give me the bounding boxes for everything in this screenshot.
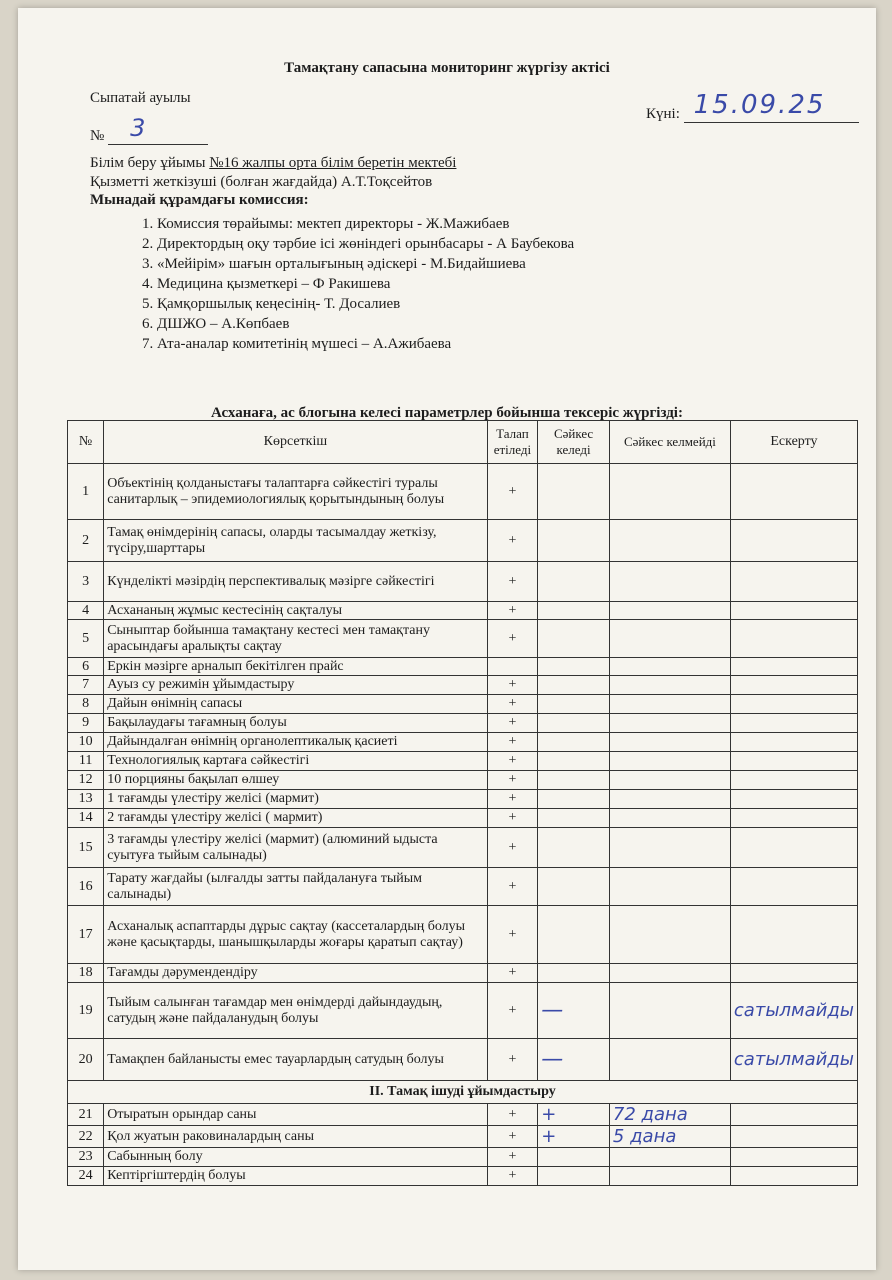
row-required-mark: +: [487, 1039, 538, 1081]
row-noncompliant-cell: [609, 658, 730, 676]
row-indicator: Күнделікті мәзірдің перспективалық мәзірге сәйкестігі: [104, 562, 487, 602]
row-compliant-cell: [538, 695, 610, 714]
row-indicator: Ауыз су режимін ұйымдастыру: [104, 676, 487, 695]
row-note-cell: [730, 520, 857, 562]
row-compliant-cell: [538, 520, 610, 562]
row-compliant-cell: [538, 809, 610, 828]
row-compliant-cell: [538, 964, 610, 983]
member-item: 2. Директордың оқу тәрбие ісі жөніндегі орынбасары - А Баубекова: [142, 236, 575, 252]
col-compliant: Сәйкес келеді: [538, 421, 610, 464]
row-note-cell: [730, 1126, 857, 1148]
row-number: 20: [68, 1039, 104, 1081]
row-note-cell: [730, 620, 857, 658]
row-compliant-cell: [538, 771, 610, 790]
table-row: [68, 602, 858, 620]
row-noncompliant-cell: [609, 464, 730, 520]
row-number: 18: [68, 964, 104, 983]
table-row: [68, 464, 858, 520]
table-row: [68, 752, 858, 771]
col-note: Ескерту: [730, 421, 857, 464]
section-header-row: [68, 1081, 858, 1104]
handwritten-mark: +: [541, 1104, 557, 1125]
table-row: [68, 983, 858, 1039]
school-name: №16 жалпы орта білім беретін мектебі: [209, 155, 457, 171]
row-noncompliant-cell: [609, 520, 730, 562]
row-indicator: Тағамды дәрумендендіру: [104, 964, 487, 983]
row-note-cell: [730, 964, 857, 983]
row-indicator: Дайын өнімнің сапасы: [104, 695, 487, 714]
table-row: [68, 714, 858, 733]
table-row: [68, 620, 858, 658]
row-note-cell: [730, 771, 857, 790]
row-number: 22: [68, 1126, 104, 1148]
row-indicator: 2 тағамды үлестіру желісі ( мармит): [104, 809, 487, 828]
row-compliant-cell: [538, 906, 610, 964]
row-required-mark: +: [487, 790, 538, 809]
row-required-mark: +: [487, 983, 538, 1039]
row-number: 6: [68, 658, 104, 676]
row-number: 5: [68, 620, 104, 658]
col-indicator: Көрсеткіш: [104, 421, 487, 464]
row-note-cell: [730, 1167, 857, 1186]
row-indicator: Отыратын орындар саны: [104, 1104, 487, 1126]
row-compliant-cell: [538, 1126, 610, 1148]
row-required-mark: +: [487, 809, 538, 828]
section-title: ІІ. Тамақ ішуді ұйымдастыру: [68, 1081, 858, 1104]
row-number: 8: [68, 695, 104, 714]
table-row: [68, 1148, 858, 1167]
school-label: Білім беру ұйымы: [90, 155, 206, 171]
row-required-mark: +: [487, 1126, 538, 1148]
table-row: [68, 658, 858, 676]
row-compliant-cell: [538, 620, 610, 658]
act-number-line: [90, 114, 208, 145]
row-compliant-cell: [538, 868, 610, 906]
row-number: 2: [68, 520, 104, 562]
row-number: 21: [68, 1104, 104, 1126]
row-note-cell: [730, 695, 857, 714]
number-label: №: [90, 128, 105, 144]
row-indicator: 3 тағамды үлестіру желісі (мармит) (алюминий ыдыста суытуға тыйым салынады): [104, 828, 487, 868]
row-noncompliant-cell: [609, 771, 730, 790]
row-compliant-cell: [538, 1148, 610, 1167]
row-compliant-cell: [538, 658, 610, 676]
number-handwritten: 3: [130, 114, 146, 142]
row-indicator: Асхананың жұмыс кестесінің сақталуы: [104, 602, 487, 620]
table-row: [68, 1039, 858, 1081]
table-row: [68, 809, 858, 828]
row-number: 15: [68, 828, 104, 868]
row-indicator: Тамақпен байланысты емес тауарлардың сатудың болуы: [104, 1039, 487, 1081]
commission-members: [142, 214, 574, 354]
row-noncompliant-cell: [609, 752, 730, 771]
table-row: [68, 695, 858, 714]
row-noncompliant-cell: [609, 964, 730, 983]
row-compliant-cell: [538, 790, 610, 809]
row-number: 1: [68, 464, 104, 520]
row-note-cell: [730, 809, 857, 828]
member-item: 3. «Мейірім» шағын орталығының әдіскері - М.Бидайшиева: [142, 256, 526, 272]
row-required-mark: +: [487, 1104, 538, 1126]
row-required-mark: +: [487, 676, 538, 695]
row-indicator: 1 тағамды үлестіру желісі (мармит): [104, 790, 487, 809]
table-row: [68, 520, 858, 562]
member-item: 6. ДШЖО – А.Көпбаев: [142, 316, 290, 332]
row-required-mark: +: [487, 1148, 538, 1167]
col-noncompliant: Сәйкес келмейді: [609, 421, 730, 464]
table-row: [68, 771, 858, 790]
row-indicator: Сыныптар бойынша тамақтану кестесі мен тамақтану арасындағы аралықты сақтау: [104, 620, 487, 658]
row-indicator: Тарату жағдайы (ылғалды затты пайдалануға тыйым салынады): [104, 868, 487, 906]
table-header-row: [68, 421, 858, 464]
row-required-mark: +: [487, 771, 538, 790]
row-required-mark: +: [487, 695, 538, 714]
handwritten-mark: —: [541, 998, 564, 1023]
table-row: [68, 1167, 858, 1186]
document-title: Тамақтану сапасына мониторинг жүргізу актісі: [284, 60, 610, 76]
handwritten-mark: +: [541, 1126, 557, 1147]
row-note-cell: [730, 1039, 857, 1081]
row-indicator: Еркін мәзірге арналып бекітілген прайс: [104, 658, 487, 676]
row-compliant-cell: [538, 733, 610, 752]
row-number: 7: [68, 676, 104, 695]
provider-line: Қызметті жеткізуші (болған жағдайда) А.Т.Тоқсейтов: [90, 174, 433, 190]
table-row: [68, 1126, 858, 1148]
row-note-cell: [730, 906, 857, 964]
row-required-mark: +: [487, 752, 538, 771]
row-indicator: Дайындалған өнімнің органолептикалық қасиеті: [104, 733, 487, 752]
table-row: [68, 790, 858, 809]
row-note-cell: [730, 868, 857, 906]
row-noncompliant-cell: [609, 1126, 730, 1148]
row-number: 23: [68, 1148, 104, 1167]
handwritten-note: сатылмайды: [733, 1049, 854, 1070]
row-compliant-cell: [538, 1104, 610, 1126]
row-note-cell: [730, 562, 857, 602]
commission-heading: Мынадай құрамдағы комиссия:: [90, 192, 309, 208]
row-noncompliant-cell: [609, 695, 730, 714]
row-compliant-cell: [538, 828, 610, 868]
row-noncompliant-cell: [609, 620, 730, 658]
row-note-cell: [730, 1148, 857, 1167]
row-note-cell: [730, 983, 857, 1039]
row-indicator: Асханалық аспаптарды дұрыс сақтау (кассеталардың болуы және қасықтарды, шанышқыларды жоғары қаратып сақтау): [104, 906, 487, 964]
row-required-mark: +: [487, 868, 538, 906]
row-noncompliant-cell: [609, 906, 730, 964]
row-required-mark: +: [487, 562, 538, 602]
row-noncompliant-cell: [609, 790, 730, 809]
row-noncompliant-cell: [609, 828, 730, 868]
table-row: [68, 733, 858, 752]
row-compliant-cell: [538, 983, 610, 1039]
row-noncompliant-cell: [609, 733, 730, 752]
row-note-cell: [730, 752, 857, 771]
row-note-cell: [730, 733, 857, 752]
handwritten-mark: —: [541, 1047, 564, 1072]
row-indicator: Кептіргіштердің болуы: [104, 1167, 487, 1186]
row-indicator: Сабынның болу: [104, 1148, 487, 1167]
row-number: 16: [68, 868, 104, 906]
member-item: 7. Ата-аналар комитетінің мүшесі – А.Ажибаева: [142, 336, 452, 352]
row-required-mark: +: [487, 906, 538, 964]
row-number: 3: [68, 562, 104, 602]
table-row: [68, 964, 858, 983]
row-number: 12: [68, 771, 104, 790]
row-number: 10: [68, 733, 104, 752]
row-indicator: Объектінің қолданыстағы талаптарға сәйкестігі туралы санитарлық – эпидемиологиялық қорытындының болуы: [104, 464, 487, 520]
row-compliant-cell: [538, 752, 610, 771]
row-noncompliant-cell: [609, 602, 730, 620]
row-compliant-cell: [538, 602, 610, 620]
handwritten-count: 5 дана: [612, 1126, 677, 1147]
row-required-mark: [487, 658, 538, 676]
row-note-cell: [730, 828, 857, 868]
row-required-mark: +: [487, 1167, 538, 1186]
row-required-mark: +: [487, 733, 538, 752]
table-row: [68, 676, 858, 695]
row-compliant-cell: [538, 1167, 610, 1186]
row-note-cell: [730, 658, 857, 676]
row-noncompliant-cell: [609, 1104, 730, 1126]
row-compliant-cell: [538, 676, 610, 695]
row-noncompliant-cell: [609, 983, 730, 1039]
row-note-cell: [730, 602, 857, 620]
row-note-cell: [730, 714, 857, 733]
date-field: [684, 90, 859, 123]
row-required-mark: +: [487, 602, 538, 620]
row-indicator: Технологиялық картаға сәйкестігі: [104, 752, 487, 771]
row-note-cell: [730, 676, 857, 695]
row-indicator: 10 порцияны бақылап өлшеу: [104, 771, 487, 790]
handwritten-note: сатылмайды: [733, 1000, 854, 1021]
col-number: №: [68, 421, 104, 464]
table-row: [68, 906, 858, 964]
row-noncompliant-cell: [609, 676, 730, 695]
date-handwritten: 15.09.25: [693, 90, 826, 120]
row-compliant-cell: [538, 714, 610, 733]
row-number: 19: [68, 983, 104, 1039]
row-number: 13: [68, 790, 104, 809]
row-number: 17: [68, 906, 104, 964]
member-item: 5. Қамқоршылық кеңесінің- Т. Досалиев: [142, 296, 401, 312]
row-number: 4: [68, 602, 104, 620]
table-row: [68, 828, 858, 868]
row-noncompliant-cell: [609, 1167, 730, 1186]
table-body: [68, 464, 858, 1186]
village-name: Сыпатай ауылы: [90, 90, 191, 106]
number-field: [108, 114, 208, 145]
row-noncompliant-cell: [609, 714, 730, 733]
school-line: [90, 155, 456, 172]
table-row: [68, 1104, 858, 1126]
table-row: [68, 868, 858, 906]
row-noncompliant-cell: [609, 868, 730, 906]
row-indicator: Тамақ өнімдерінің сапасы, оларды тасымалдау жеткізу, түсіру,шарттары: [104, 520, 487, 562]
col-required: Талап етіледі: [487, 421, 538, 464]
row-number: 11: [68, 752, 104, 771]
handwritten-count: 72 дана: [612, 1104, 688, 1125]
row-required-mark: +: [487, 714, 538, 733]
row-noncompliant-cell: [609, 1039, 730, 1081]
row-indicator: Тыйым салынған тағамдар мен өнімдерді дайындаудың, сатудың және пайдаланудың болуы: [104, 983, 487, 1039]
row-note-cell: [730, 464, 857, 520]
member-item: 1. Комиссия төрайымы: мектеп директоры - Ж.Мажибаев: [142, 216, 510, 232]
table-row: [68, 562, 858, 602]
inspection-table: [67, 420, 858, 1186]
row-required-mark: +: [487, 620, 538, 658]
row-required-mark: +: [487, 464, 538, 520]
row-note-cell: [730, 790, 857, 809]
row-compliant-cell: [538, 1039, 610, 1081]
row-noncompliant-cell: [609, 1148, 730, 1167]
inspection-subtitle: Асханаға, ас блогына келесі параметрлер бойынша тексеріс жүргізді:: [211, 405, 683, 421]
row-number: 14: [68, 809, 104, 828]
member-item: 4. Медицина қызметкері – Ф Ракишева: [142, 276, 391, 292]
row-required-mark: +: [487, 520, 538, 562]
row-noncompliant-cell: [609, 809, 730, 828]
row-compliant-cell: [538, 562, 610, 602]
row-compliant-cell: [538, 464, 610, 520]
row-required-mark: +: [487, 964, 538, 983]
row-indicator: Бақылаудағы тағамның болуы: [104, 714, 487, 733]
row-number: 24: [68, 1167, 104, 1186]
row-indicator: Қол жуатын раковиналардың саны: [104, 1126, 487, 1148]
row-number: 9: [68, 714, 104, 733]
date-label: Күні:: [646, 106, 680, 122]
row-note-cell: [730, 1104, 857, 1126]
row-required-mark: +: [487, 828, 538, 868]
date-line: [646, 90, 859, 123]
row-noncompliant-cell: [609, 562, 730, 602]
